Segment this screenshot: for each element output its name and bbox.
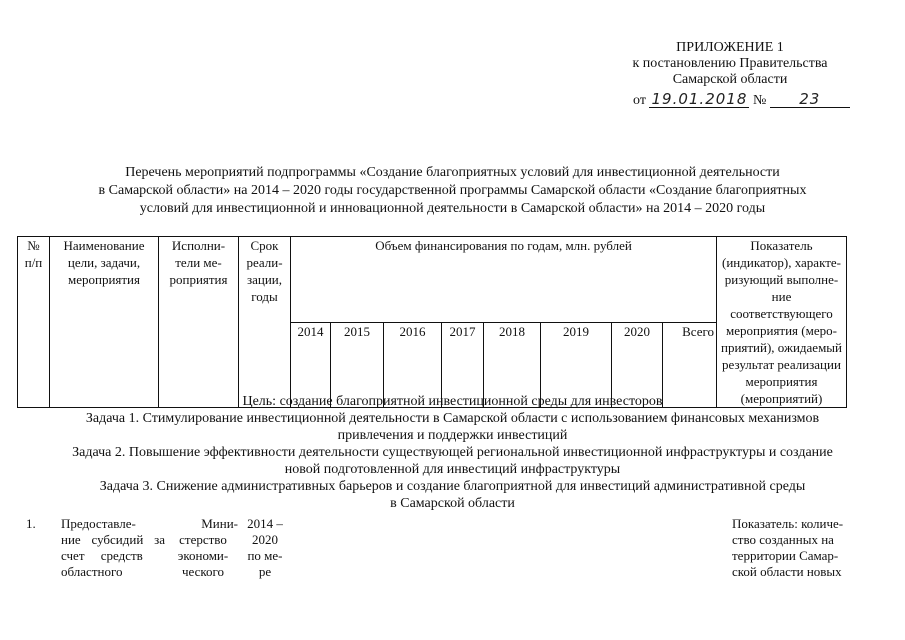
task2-line2: новой подготовленной для инвестиций инфраструктуры	[284, 462, 621, 477]
task2-line1: Задача 2. Повышение эффективности деятельности существующей региональной инвестиционной инфраструктуры и создание	[72, 445, 833, 460]
col-num-header: № п/п	[18, 237, 50, 408]
row1-executor: Мини- стерство экономи- ческого	[177, 516, 238, 579]
goal-line: Цель: создание благоприятной инвестиционной среды для инвесторов	[242, 394, 663, 409]
appendix-line1: к постановлению Правительства	[632, 56, 828, 71]
title-line1: Перечень мероприятий подпрограммы «Создание благоприятных условий для инвестиционной деятельности	[125, 165, 780, 180]
row1-name: Предоставле- ние субсидий за счет средств областного	[61, 516, 165, 579]
row1-num: 1.	[26, 516, 36, 531]
row1-indicator: Показатель: количе- ство созданных на территории Самар- ской области новых	[732, 516, 844, 579]
year-2020: 2020	[612, 322, 663, 408]
task1-line1: Задача 1. Стимулирование инвестиционной деятельности в Самарской области с использованием финансовых механизмов	[85, 411, 820, 426]
appendix-block	[600, 40, 860, 88]
col-exec-header: Исполни- тели ме- роприятия	[159, 237, 239, 408]
col-name-header: Наименование цели, задачи, мероприятия	[50, 237, 159, 408]
handwritten-number: 23	[770, 91, 850, 108]
year-2015: 2015	[331, 322, 384, 408]
year-2019: 2019	[541, 322, 612, 408]
number-sign: №	[752, 93, 767, 108]
year-2016: 2016	[384, 322, 442, 408]
appendix-heading: ПРИЛОЖЕНИЕ 1	[676, 40, 784, 55]
measures-table-header	[17, 236, 847, 408]
date-prefix: от	[633, 93, 646, 108]
goals-block	[0, 393, 905, 512]
title-line3: условий для инвестиционной и инновационной деятельности в Самарской области» на 2014 – 2020 годы	[139, 201, 766, 216]
appendix-date-row	[633, 91, 850, 109]
handwritten-date: 19.01.2018	[649, 91, 749, 108]
year-2017: 2017	[442, 322, 484, 408]
task3-line2: в Самарской области	[390, 496, 515, 511]
document-title	[0, 164, 905, 218]
col-term-header: Срок реали- зации, годы	[239, 237, 291, 408]
row1-term: 2014 – 2020 по ме- ре	[247, 516, 283, 579]
funding-header: Объем финансирования по годам, млн. рублей	[291, 237, 717, 323]
year-total: Всего	[663, 322, 717, 408]
year-2018: 2018	[484, 322, 541, 408]
task3-line1: Задача 3. Снижение административных барьеров и создание благоприятной для инвестиций административной среды	[99, 479, 806, 494]
title-line2: в Самарской области» на 2014 – 2020 годы государственной программы Самарской области «Создание благоприятных	[98, 183, 807, 198]
year-2014: 2014	[291, 322, 331, 408]
col-indicator-header: Показатель (индикатор), характе- ризующий выполне- ние соответствующего мероприятия (меро- приятий), ожидаемый результат реализации мероприятия (мероприятий)	[717, 237, 847, 408]
task1-line2: привлечения и поддержки инвестиций	[337, 428, 568, 443]
appendix-line2: Самарской области	[672, 72, 788, 87]
